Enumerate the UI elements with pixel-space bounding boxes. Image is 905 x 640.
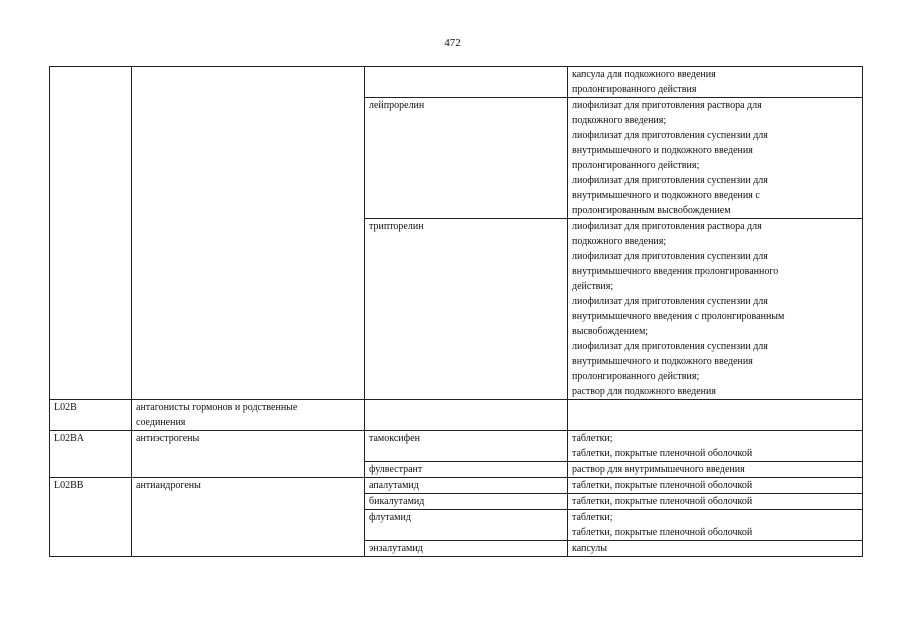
table-row — [50, 431, 863, 462]
dosage-form-line: лиофилизат для приготовления суспензии для — [572, 130, 768, 141]
drug-name-cell — [365, 219, 568, 400]
dosage-form-line: подкожного введения; — [572, 236, 667, 247]
page-number: 472 — [444, 37, 461, 49]
dosage-form-cell — [568, 541, 863, 557]
drug-name-cell — [365, 462, 568, 478]
drug-name-cell — [365, 494, 568, 510]
dosage-form-line: действия; — [572, 281, 614, 292]
drug-name-cell — [365, 541, 568, 557]
dosage-form-line: таблетки, покрытые пленочной оболочкой — [572, 496, 753, 507]
dosage-form-line: таблетки; — [572, 433, 613, 444]
group-name-cell — [132, 478, 365, 557]
dosage-form-line: таблетки; — [572, 512, 613, 523]
dosage-form-line: раствор для внутримышечного введения — [572, 464, 745, 475]
atc-code: L02BA — [54, 433, 84, 444]
drug-name: энзалутамид — [369, 543, 423, 554]
group-name-cell — [132, 431, 365, 462]
dosage-form-line: лиофилизат для приготовления суспензии для — [572, 251, 768, 262]
dosage-form-line: лиофилизат для приготовления суспензии для — [572, 175, 768, 186]
dosage-form-line: внутримышечного введения с пролонгированным — [572, 311, 785, 322]
table-row — [50, 400, 863, 431]
table-row — [50, 478, 863, 494]
drug-name-cell — [365, 431, 568, 462]
dosage-form-line: пролонгированного действия; — [572, 371, 700, 382]
group-name-cell — [132, 400, 365, 431]
atc-code: L02B — [54, 402, 77, 413]
dosage-form-cell — [568, 67, 863, 98]
drug-table — [49, 66, 863, 557]
dosage-form-cell — [568, 478, 863, 494]
dosage-form-line: внутримышечного и подкожного введения — [572, 356, 753, 367]
drug-name-cell — [365, 400, 568, 431]
atc-code-cell — [50, 462, 132, 478]
dosage-form-line: пролонгированного действия; — [572, 160, 700, 171]
dosage-form-line: пролонгированного действия — [572, 84, 697, 95]
dosage-form-cell — [568, 510, 863, 541]
group-name-line: антиэстрогены — [136, 433, 200, 444]
dosage-form-line: капсула для подкожного введения — [572, 69, 716, 80]
dosage-form-cell — [568, 219, 863, 400]
dosage-form-cell — [568, 98, 863, 219]
atc-code: L02BB — [54, 480, 84, 491]
atc-code-cell — [50, 400, 132, 431]
drug-name: тамоксифен — [369, 433, 420, 444]
drug-name: бикалутамид — [369, 496, 425, 507]
dosage-form-line: раствор для подкожного введения — [572, 386, 716, 397]
dosage-form-line: внутримышечного и подкожного введения с — [572, 190, 760, 201]
dosage-form-line: пролонгированным высвобождением — [572, 205, 731, 216]
dosage-form-cell — [568, 462, 863, 478]
dosage-form-line: лиофилизат для приготовления суспензии для — [572, 296, 768, 307]
dosage-form-line: внутримышечного введения пролонгированного — [572, 266, 779, 277]
atc-code-cell — [50, 67, 132, 400]
drug-name-cell — [365, 98, 568, 219]
table-row — [50, 67, 863, 98]
drug-name: фулвестрант — [369, 464, 423, 475]
dosage-form-cell — [568, 494, 863, 510]
dosage-form-line: таблетки, покрытые пленочной оболочкой — [572, 527, 753, 538]
atc-code-cell — [50, 478, 132, 557]
dosage-form-cell — [568, 431, 863, 462]
group-name-cell — [132, 462, 365, 478]
atc-code-cell — [50, 431, 132, 462]
dosage-form-cell — [568, 400, 863, 431]
drug-name-cell — [365, 478, 568, 494]
dosage-form-line: внутримышечного и подкожного введения — [572, 145, 753, 156]
group-name-cell — [132, 67, 365, 400]
dosage-form-line: капсулы — [572, 543, 607, 554]
group-name-line: антагонисты гормонов и родственные — [136, 402, 298, 413]
dosage-form-line: таблетки, покрытые пленочной оболочкой — [572, 448, 753, 459]
dosage-form-line: лиофилизат для приготовления суспензии для — [572, 341, 768, 352]
dosage-form-line: таблетки, покрытые пленочной оболочкой — [572, 480, 753, 491]
drug-name: трипторелин — [369, 221, 424, 232]
dosage-form-line: лиофилизат для приготовления раствора для — [572, 221, 762, 232]
drug-name-cell — [365, 67, 568, 98]
drug-name: лейпрорелин — [369, 100, 425, 111]
dosage-form-line: лиофилизат для приготовления раствора для — [572, 100, 762, 111]
group-name-line: соединения — [136, 417, 186, 428]
table-row — [50, 462, 863, 478]
drug-name: флутамид — [369, 512, 411, 523]
dosage-form-line: высвобождением; — [572, 326, 649, 337]
drug-name: апалутамид — [369, 480, 419, 491]
dosage-form-line: подкожного введения; — [572, 115, 667, 126]
group-name-line: антиандрогены — [136, 480, 201, 491]
drug-name-cell — [365, 510, 568, 541]
